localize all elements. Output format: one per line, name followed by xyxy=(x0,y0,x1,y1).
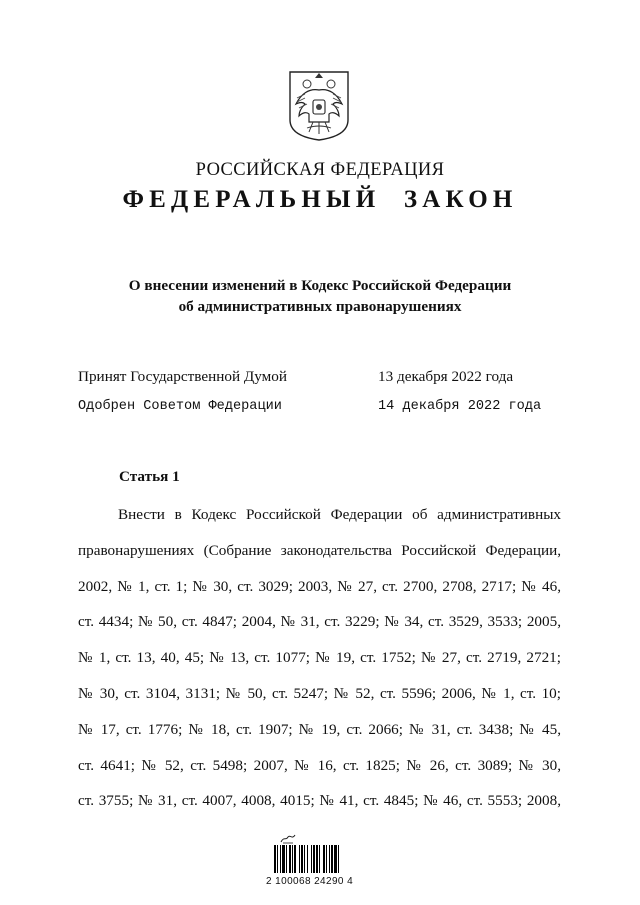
law-type-heading: ФЕДЕРАЛЬНЫЙ ЗАКОН xyxy=(122,186,518,213)
law-title xyxy=(0,275,640,317)
country-heading: РОССИЙСКАЯ ФЕДЕРАЦИЯ xyxy=(195,160,445,180)
adoption-date: 14 декабря 2022 года xyxy=(378,399,542,414)
body-line: правонарушениях (Собрание законодательства Российской Федерации, xyxy=(78,541,561,559)
body-line: 2002, № 1, ст. 1; № 30, ст. 3029; 2003, № 27, ст. 2700, 2708, 2717; № 46, xyxy=(78,577,561,595)
body-line: ст. 4641; № 52, ст. 5498; 2007, № 16, ст. 1825; № 26, ст. 3089; № 30, xyxy=(78,756,561,774)
body-line: № 30, ст. 3104, 3131; № 50, ст. 5247; № 52, ст. 5596; 2006, № 1, ст. 10; xyxy=(78,684,561,702)
adoption-label: Одобрен Советом Федерации xyxy=(78,399,282,414)
body-line: № 17, ст. 1776; № 18, ст. 1907; № 19, ст. 2066; № 31, ст. 3438; № 45, xyxy=(78,720,561,738)
article-heading: Статья 1 xyxy=(119,468,180,485)
coat-of-arms-icon xyxy=(287,70,351,142)
body-line: ст. 3755; № 31, ст. 4007, 4008, 4015; № 41, ст. 4845; № 46, ст. 5553; 2008, xyxy=(78,792,561,810)
body-line: № 1, ст. 13, 40, 45; № 13, ст. 1077; № 19, ст. 1752; № 27, ст. 2719, 2721; xyxy=(78,649,561,667)
article-body xyxy=(78,497,561,819)
law-title-line: О внесении изменений в Кодекс Российской Федерации xyxy=(128,277,512,294)
body-line: Внести в Кодекс Российской Федерации об административных xyxy=(118,506,561,523)
adoption-date: 13 декабря 2022 года xyxy=(378,368,514,385)
adoption-label: Принят Государственной Думой xyxy=(78,368,287,385)
handwritten-mark-icon xyxy=(280,832,296,844)
barcode-icon xyxy=(274,845,366,879)
barcode-number: 2 100068 24290 4 xyxy=(266,876,354,887)
law-title-line: об административных правонарушениях xyxy=(178,298,462,315)
body-line: ст. 4434; № 50, ст. 4847; 2004, № 31, ст. 3229; № 34, ст. 3529, 3533; 2005, xyxy=(78,613,561,631)
